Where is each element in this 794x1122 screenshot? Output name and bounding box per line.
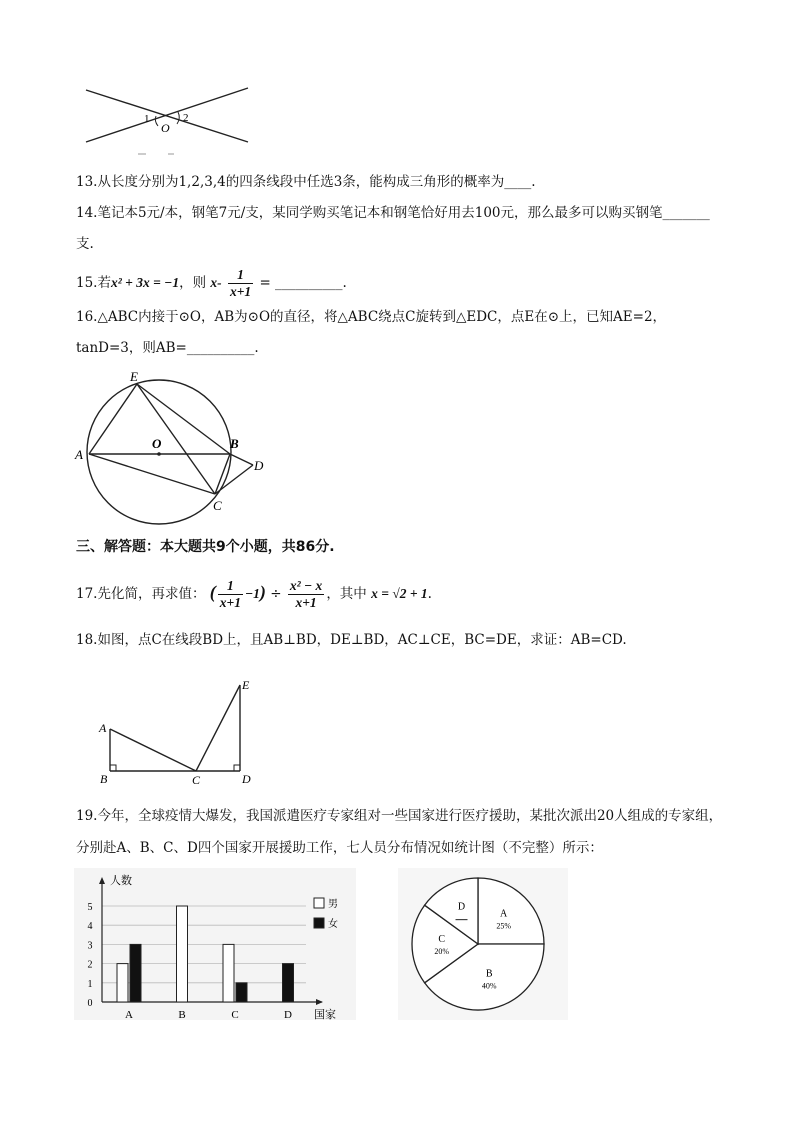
question-17	[76, 572, 432, 614]
bar-legend-swatch	[314, 918, 324, 928]
bar-male-B	[177, 906, 188, 1002]
pie-percent-A: 25%	[496, 921, 512, 931]
bar-y-tick-label: 3	[87, 940, 93, 952]
question-19-line2: 分别赴A、B、C、D四个国家开展援助工作，七人员分布情况如统计图（不完整）所示：	[76, 840, 603, 856]
question-16-line2: tanD=3，则AB=__________.	[76, 340, 259, 356]
pie-percent-C: 20%	[434, 947, 450, 956]
question-16-line1: 16.△ABC内接于⊙O，AB为⊙O的直径，将△ABC绕点C旋转到△EDC，点E在⊙上，已知AE=2，	[76, 309, 667, 325]
q15-expr-x: x-	[210, 275, 222, 290]
question-15	[76, 266, 347, 300]
question-13: 13.从长度分别为1,2,3,4的四条线段中任选3条，能构成三角形的概率为____.	[76, 174, 536, 190]
bar-male-A	[117, 964, 128, 1002]
q17-f1-den: x+1	[219, 595, 241, 610]
fig18-label-a: A	[99, 721, 107, 735]
pie-label-D: D	[457, 901, 466, 913]
q15-frac-num: 1	[228, 267, 253, 284]
fig16-label-o: O	[152, 436, 162, 451]
bar-y-tick-label: 1	[87, 978, 93, 990]
fig12-label-o: O	[161, 121, 170, 135]
fig16-label-a: A	[75, 447, 83, 462]
fig18-label-d: D	[242, 772, 251, 786]
pie-label-A: A	[500, 908, 508, 920]
bar-y-axis-arrow	[99, 877, 105, 884]
question-14-line2: 支.	[76, 236, 94, 252]
bar-female-D	[283, 964, 294, 1002]
question-14-line1: 14.笔记本5元/本，钢笔7元/支，某同学购买笔记本和钢笔恰好用去100元，那么最多可以购买钢笔_______	[76, 205, 710, 221]
bar-x-tick-label: B	[178, 1009, 186, 1020]
pie-label-B: B	[485, 968, 493, 980]
fig18-right-angle-d	[234, 765, 240, 771]
q17-f2-den: x+1	[295, 595, 317, 610]
fig16-label-b: B	[230, 436, 239, 451]
question-19-line1: 19.今年，全球疫情大爆发，我国派遣医疗专家组对一些国家进行医疗援助，某批次派出20人组成的专家组，	[76, 808, 723, 824]
q15-prefix: 15.若	[76, 275, 111, 291]
q17-where: ，其中	[326, 586, 367, 602]
q17-close-paren: )	[259, 582, 266, 602]
pie-slice-A	[478, 878, 544, 944]
q17-fraction-1	[218, 578, 243, 611]
bar-x-tick-label: A	[125, 1009, 133, 1020]
q15-suffix: = __________.	[259, 275, 347, 291]
section-3-title: 三、解答题：本大题共9个小题，共86分.	[76, 539, 335, 555]
fig16-label-c: C	[213, 498, 222, 513]
q17-fraction-2	[288, 578, 324, 611]
q17-divide: ÷	[270, 586, 282, 602]
bar-legend-swatch	[314, 898, 324, 908]
fig18-label-e: E	[242, 678, 250, 692]
fig12-label-1: 1	[144, 113, 150, 125]
bar-y-tick-label: 5	[87, 902, 93, 913]
bar-x-tick-label: C	[231, 1009, 239, 1020]
q17-minus-one: −1	[244, 586, 260, 601]
bar-legend-label: 男	[328, 899, 338, 910]
bar-male-C	[223, 944, 234, 1002]
question-18: 18.如图，点C在线段BD上，且AB⊥BD，DE⊥BD，AC⊥CE，BC=DE，求证：AB=CD.	[76, 632, 627, 648]
pie-chart	[398, 868, 568, 1020]
bar-y-tick-label: 2	[87, 959, 93, 971]
fig16-label-e: E	[130, 370, 138, 384]
fig16-circle-diagram	[72, 370, 282, 530]
q17-f1-num: 1	[218, 578, 243, 595]
q15-frac-den: x+1	[229, 284, 252, 299]
fig18-label-c: C	[192, 773, 201, 787]
bar-x-axis-arrow	[316, 999, 323, 1005]
bar-legend-label: 女	[328, 919, 338, 930]
bar-y-tick-label: 4	[87, 921, 93, 933]
pie-percent-B: 40%	[481, 981, 497, 991]
fig12-label-2: 2	[183, 112, 189, 124]
fig16-circle	[87, 380, 231, 524]
bar-x-axis-label: 国家	[314, 1009, 336, 1020]
fig16-segment-ae	[89, 384, 137, 454]
bar-y-axis-label: 人数	[110, 875, 132, 887]
q17-value: x = √2 + 1	[371, 586, 428, 601]
fig18-segment-ac	[110, 729, 196, 771]
bar-female-C	[236, 983, 247, 1002]
fig12-crossing-lines	[80, 82, 260, 162]
fig18-diagram	[96, 675, 266, 787]
q17-end: .	[427, 586, 432, 602]
bar-female-A	[130, 944, 141, 1002]
fig18-segment-ce	[196, 685, 240, 771]
q17-prefix: 17.先化简，再求值：	[76, 586, 206, 602]
bar-chart	[74, 868, 356, 1020]
pie-label-C: C	[438, 934, 446, 945]
q17-f2-num: x² − x	[289, 578, 323, 593]
fig18-label-b: B	[100, 772, 108, 786]
fig16-segment-ac	[89, 454, 215, 494]
bar-x-tick-label: D	[284, 1009, 292, 1020]
fig16-segment-ec	[137, 384, 215, 494]
fig16-center-dot	[157, 452, 161, 456]
fig16-label-d: D	[254, 458, 264, 473]
q17-open-paren: (	[209, 582, 216, 602]
bar-y-tick-label: 0	[87, 998, 93, 1009]
fig16-segment-eb	[137, 384, 230, 454]
q15-fraction	[228, 267, 253, 300]
fig16-segment-bd	[230, 454, 253, 465]
fig12-angle-2-arc	[177, 112, 179, 124]
q15-middle: ，则	[179, 275, 207, 291]
q15-condition: x² + 3x = −1	[110, 275, 180, 290]
fig18-right-angle-b	[110, 765, 116, 771]
